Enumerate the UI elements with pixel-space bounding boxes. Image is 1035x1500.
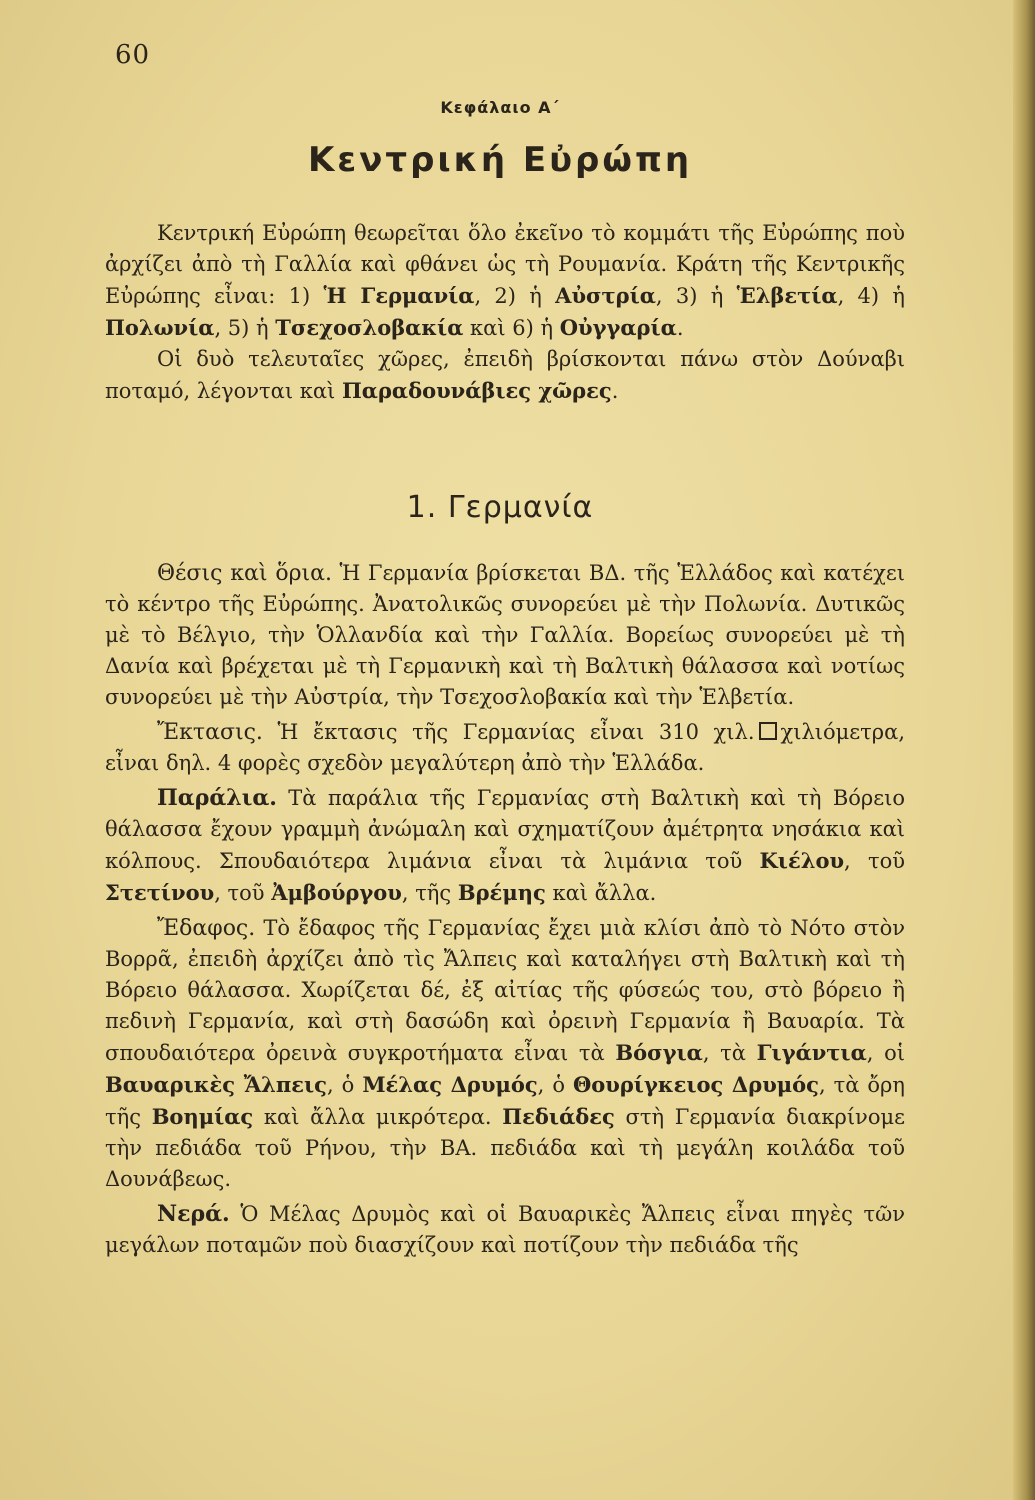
paragraph	[105, 558, 905, 713]
bold-term: Βαυαρικὲς Ἄλπεις	[105, 1072, 327, 1097]
section-heading: 1. Γερμανία	[406, 490, 594, 525]
bold-term: Πεδιάδες	[502, 1104, 615, 1129]
text-run: Ὁ Μέλας Δρυμὸς καὶ οἱ Βαυαρικὲς Ἄλπεις εἶναι πηγὲς τῶν μεγάλων ποταμῶν ποὺ διασχίζουν καὶ ποτίζουν τὴν πεδιάδα τῆς	[105, 1202, 905, 1257]
paragraph	[105, 344, 905, 407]
paragraph-heading: Παράλια.	[157, 785, 277, 811]
text-run: , τοῦ	[214, 881, 272, 905]
intro-text	[105, 218, 905, 407]
text-run: , 3) ἡ	[655, 284, 737, 308]
paragraph-heading: Νερά.	[157, 1201, 230, 1227]
text-run: Τὰ παράλια τῆς Γερμανίας στὴ Βαλτικὴ καὶ τὴ Βόρειο θάλασσα ἔχουν γραμμὴ ἀνώμαλη καὶ σχηματίζουν ἀμέτρητα νησάκια καὶ κόλπους. Σπουδαιότερα λιμάνια εἶναι τὰ λιμάνια τοῦ	[105, 786, 905, 873]
bold-term: Ἡ Γερμανία	[323, 283, 475, 308]
text-run: , 4) ἡ	[837, 284, 905, 308]
paragraph	[105, 783, 905, 909]
text-run: , ὁ	[537, 1073, 573, 1097]
paragraph-heading: Ἔκτασις.	[157, 720, 263, 745]
paragraph	[105, 717, 905, 779]
text-run: .	[611, 379, 619, 403]
text-run: Ἡ Γερμανία βρίσκεται ΒΔ. τῆς Ἑλλάδος καὶ κατέχει τὸ κέντρο τῆς Εὐρώπης. Ἀνατολικῶς συνορεύει μὲ τὴν Πολωνία. Δυτικῶς μὲ τὸ Βέλγιο, τὴν Ὁλλανδία καὶ τὴν Γαλλία. Βορείως συνορεύει μὲ τὴ Δανία καὶ βρέχεται μὲ τὴ Γερμανικὴ καὶ τὴ Βαλτικὴ θάλασσα καὶ νοτίως συνορεύει μὲ τὴν Αὐστρία, τὴν Τσεχοσλοβακία καὶ τὴν Ἑλβετία.	[105, 561, 905, 709]
bold-term: Ἀμβούργου	[271, 880, 402, 905]
bold-term: Μέλας Δρυμός	[362, 1072, 538, 1097]
text-run: Τὸ ἔδαφος τῆς Γερμανίας ἔχει μιὰ κλίσι ἀπὸ τὸ Νότο στὸν Βορρᾶ, ἐπειδὴ ἀρχίζει ἀπὸ τὶς Ἄλπεις καὶ καταλήγει στὴ Βαλτικὴ καὶ τὴ Βόρειο θάλασσα. Χωρίζεται δέ, ἐξ αἰτίας τῆς φύσεώς του, στὸ βόρειο ἢ πεδινὴ Γερμανία, καὶ στὴ δασώδη καὶ ὀρεινὴ Γερμανία ἢ Βαυαρία. Τὰ σπουδαιότερα ὀρεινὰ συγκροτήματα εἶναι τὰ	[105, 916, 905, 1065]
text-run: στὴ Γερμανία διακρίνομε τὴν πεδιάδα τοῦ Ρήνου, τὴν ΒΑ. πεδιάδα καὶ τὴ μεγάλη κοιλάδα τοῦ Δουνάβεως.	[105, 1105, 905, 1191]
paragraph-heading: Ἔδαφος.	[157, 916, 256, 941]
text-run: , οἱ	[866, 1041, 905, 1065]
text-run: καὶ ἄλλα μικρότερα.	[253, 1105, 503, 1129]
text-run: καὶ ἄλλα.	[545, 881, 657, 905]
bold-term: Ἑλβετία	[736, 283, 838, 308]
text-run: , τῆς	[401, 881, 458, 905]
text-run: , ὁ	[326, 1073, 363, 1097]
page-edge	[1013, 0, 1035, 1500]
page-number: 60	[115, 40, 151, 70]
bold-term: Βρέμης	[457, 880, 546, 905]
text-run: , τὰ ὄρη τῆς	[105, 1073, 905, 1129]
paragraph	[105, 1199, 905, 1261]
bold-term: Αὐστρία	[555, 283, 656, 308]
chapter-label: Κεφάλαιο Α΄	[440, 98, 560, 117]
text-run: Ἡ ἔκτασις τῆς Γερμανίας εἶναι 310 χιλ.	[262, 720, 755, 744]
text-run: Οἱ δυὸ τελευταῖες χῶρες, ἐπειδὴ βρίσκονται πάνω στὸν Δούναβι ποταμό, λέγονται καὶ	[105, 347, 905, 403]
bold-term: Κιέλου	[759, 848, 845, 873]
text-run: , 2) ἡ	[474, 284, 556, 308]
text-run: , τὰ	[702, 1041, 757, 1065]
text-run: , τοῦ	[844, 849, 905, 873]
bold-term: Παραδουνάβιες χῶρες	[341, 378, 612, 403]
bold-term: Πολωνία	[105, 315, 215, 340]
text-run: χιλιόμετρα, εἶναι δηλ. 4 φορὲς σχεδὸν μεγαλύτερη ἀπὸ τὴν Ἑλλάδα.	[105, 720, 905, 775]
bold-term: Στετίνου	[105, 880, 215, 905]
text-run: , 5) ἡ	[214, 316, 276, 340]
bold-term: Οὐγγαρία	[559, 315, 677, 340]
bold-term: Βοημίας	[151, 1104, 254, 1129]
paragraph-heading: Θέσις καὶ ὅρια.	[157, 561, 332, 586]
text-run: .	[676, 316, 684, 340]
text-run: καὶ 6) ἡ	[463, 316, 560, 340]
square-symbol-icon	[759, 722, 777, 740]
bold-term: Γιγάντια	[756, 1040, 867, 1065]
paragraph	[105, 218, 905, 344]
bold-term: Θουρίγκειος Δρυμός	[572, 1072, 819, 1097]
text-run: Κεντρική Εὐρώπη θεωρεῖται ὅλο ἐκεῖνο τὸ κομμάτι τῆς Εὐρώπης ποὺ ἀρχίζει ἀπὸ τὴ Γαλλία καὶ φθάνει ὡς τὴ Ρουμανία. Κράτη τῆς Κεντρικῆς Εὐρώπης εἶναι: 1)	[105, 221, 905, 308]
page-title: Κεντρική Εὐρώπη	[307, 140, 693, 180]
section-text	[105, 558, 905, 1265]
bold-term: Τσεχοσλοβακία	[275, 315, 464, 340]
bold-term: Βόσγια	[615, 1040, 703, 1065]
paragraph	[105, 913, 905, 1195]
